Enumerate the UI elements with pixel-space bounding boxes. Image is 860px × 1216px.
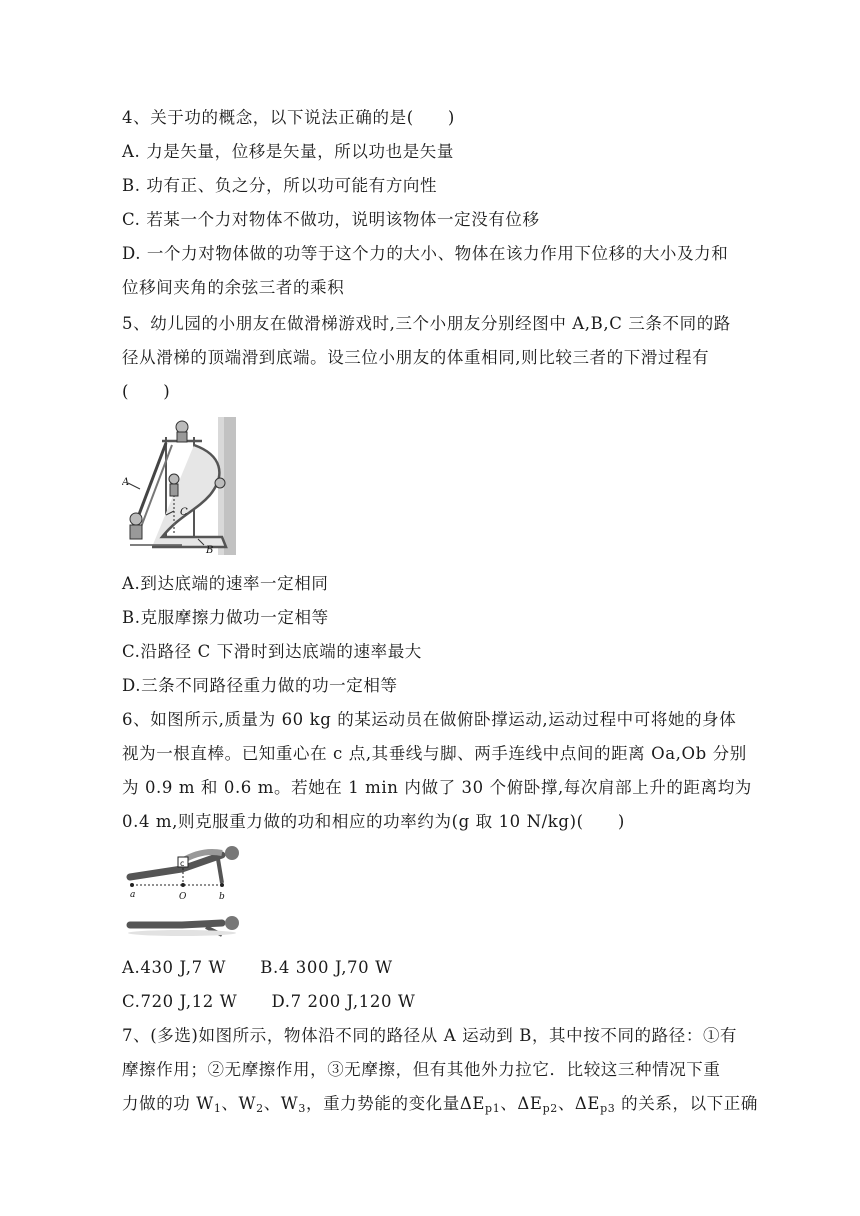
q5-stem-line-1: 5、幼儿园的小朋友在做滑梯游戏时,三个小朋友分别经图中 A,B,C 三条不同的路 (122, 314, 731, 333)
pushup-label-b: b (219, 892, 225, 902)
q5-option-a: A.到达底端的速率一定相同 (122, 574, 329, 593)
q5-option-d: D.三条不同路径重力做的功一定相等 (122, 676, 398, 695)
q6-stem-line-2: 视为一根直棒。已知重心在 c 点,其垂线与脚、两手连线中点间的距离 Oa,Ob 分别 (122, 744, 747, 763)
q7-text: 力做的功 W (122, 1094, 214, 1113)
q7-sub: 1 (213, 1102, 222, 1115)
pushup-label-c: c (180, 859, 185, 868)
slide-label-c: C (180, 507, 188, 518)
q6-options-cd: C.720 J,12 W D.7 200 J,120 W (122, 992, 416, 1011)
pushup-label-o: O (179, 892, 187, 902)
q4-option-c: C. 若某一个力对物体不做功，说明该物体一定没有位移 (122, 210, 540, 229)
q4-option-d-cont: 位移间夹角的余弦三者的乘积 (122, 278, 345, 297)
q7-sub: p2 (542, 1102, 558, 1115)
slide-label-a: A (122, 477, 130, 488)
q7-sub: p1 (485, 1102, 501, 1115)
q7-sub: 3 (298, 1102, 306, 1115)
q7-text: 、W (263, 1094, 299, 1113)
q7-line-3 (122, 1093, 758, 1120)
q7-sub: 2 (256, 1102, 264, 1115)
q4-option-b: B. 功有正、负之分，所以功可能有方向性 (122, 176, 438, 195)
q6-options-ab: A.430 J,7 W B.4 300 J,70 W (122, 958, 393, 977)
pushup-label-a: a (130, 890, 136, 900)
q5-option-c: C.沿路径 C 下滑时到达底端的速率最大 (122, 642, 422, 661)
q7-text: ，重力势能的变化量ΔE (305, 1094, 486, 1113)
q5-option-b: B.克服摩擦力做功一定相等 (122, 608, 329, 627)
q4-option-a: A. 力是矢量，位移是矢量，所以功也是矢量 (122, 142, 455, 161)
q7-sub: p3 (600, 1102, 616, 1115)
q6-stem-line-4: 0.4 m,则克服重力做的功和相应的功率约为(g 取 10 N/kg)( ) (122, 812, 625, 831)
q4-option-d: D. 一个力对物体做的功等于这个力的大小、物体在该力作用下位移的大小及力和 (122, 244, 729, 263)
q7-text: 、ΔE (500, 1094, 543, 1113)
q7-text: 的关系，以下正确 (615, 1094, 758, 1113)
q5-stem-line-3: ( ) (122, 382, 171, 401)
q7-line-2: 摩擦作用；②无摩擦作用，③无摩擦，但有其他外力拉它．比较这三种情况下重 (122, 1060, 721, 1079)
q7-line-1: 7、(多选)如图所示，物体沿不同的路径从 A 运动到 B，其中按不同的路径：①有 (122, 1026, 738, 1045)
q7-text: 、ΔE (557, 1094, 601, 1113)
q4-stem: 4、关于功的概念，以下说法正确的是( ) (122, 108, 455, 127)
slide-figure (122, 415, 238, 557)
q6-stem-line-3: 为 0.9 m 和 0.6 m。若她在 1 min 内做了 30 个俯卧撑,每次肩部上升的距离均为 (122, 778, 752, 797)
q6-stem-line-1: 6、如图所示,质量为 60 kg 的某运动员在做俯卧撑运动,运动过程中可将她的身体 (122, 710, 737, 729)
pushup-figure (122, 841, 246, 943)
slide-label-b: B (206, 545, 214, 556)
q5-stem-line-2: 径从滑梯的顶端滑到底端。设三位小朋友的体重相同,则比较三者的下滑过程有 (122, 348, 710, 367)
q7-text: 、W (221, 1094, 257, 1113)
